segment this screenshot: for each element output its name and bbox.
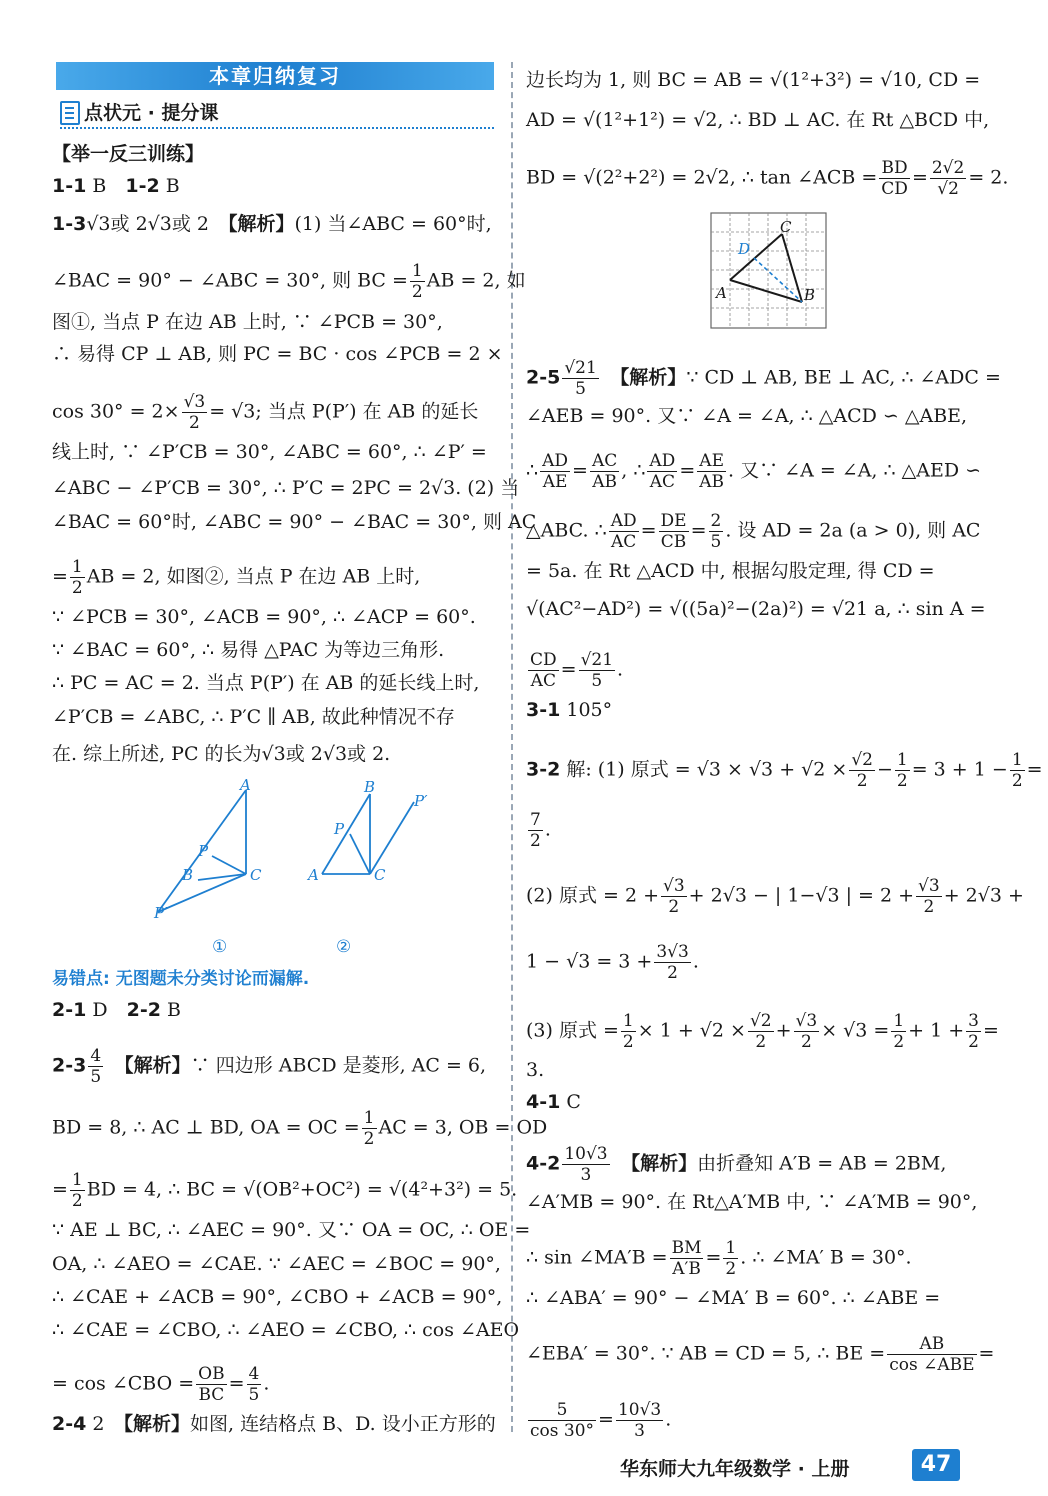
text-line: $\frac{5}{\cos 30^\circ}$ = $\frac{10√3}{3}$ .	[530, 1400, 672, 1441]
text-line: ∴ 易得 CP ⊥ AB, 则 PC = BC · cos ∠PCB = 2 ×	[52, 343, 503, 365]
answer-1-1: 1-1 B 1-2 B	[52, 175, 180, 197]
text-line: ∠ABC − ∠P′CB = 30°, ∴ P′C = 2PC = 2√3. (2) 当	[52, 477, 520, 499]
fraction: $\frac{AE}{AB}$	[699, 451, 725, 492]
fraction: $\frac{DE}{CB}$	[660, 511, 687, 552]
grid-border	[711, 213, 826, 328]
segment-pc	[350, 834, 370, 874]
text-line: 3.	[526, 1059, 545, 1081]
text-line: ∠BAC = 60°时, ∠ABC = 90° − ∠BAC = 30°, 则 AC	[52, 511, 537, 533]
text-line: 1 − √3 = 3 + $\frac{3√3}{2}$ .	[526, 942, 699, 983]
fraction: $\frac{3√3}{2}$	[656, 942, 689, 983]
label-p: P	[198, 842, 209, 860]
fraction: $\frac{10√3}{3}$	[617, 1400, 662, 1441]
fraction: $\frac{1}{2}$	[363, 1108, 375, 1149]
fraction: $\frac{BM}{A'B}$	[671, 1238, 702, 1279]
label-p-prime: P′	[414, 792, 428, 810]
fraction: $\frac{AD}{AC}$	[649, 451, 676, 492]
text-line: ∵ AE ⊥ BC, ∴ ∠AEC = 90°. 又∵ OA = OC, ∴ OE =	[52, 1219, 531, 1241]
text-line: 在. 综上所述, PC 的长为√3或 2√3或 2.	[52, 743, 391, 765]
fraction: $\frac{1}{2}$	[622, 1011, 634, 1052]
fraction: $\frac{√3}{2}$	[918, 876, 940, 917]
text-line: $\frac{CD}{AC}$ = $\frac{√21}{5}$ .	[530, 650, 624, 691]
fraction: $\frac{1}{2}$	[71, 557, 83, 598]
answer-4-2: 4-2 $\frac{10√3}{3}$ 【解析】由折叠知 A′B = AB = 2BM,	[526, 1144, 947, 1185]
fraction: $\frac{1}{2}$	[896, 750, 908, 791]
label-b: B	[182, 866, 194, 884]
section-subtitle: 点状元 · 提分课	[84, 102, 219, 124]
fraction: $\frac{1}{2}$	[1011, 750, 1023, 791]
text-line: △ABC. ∴ $\frac{AD}{AC}$ = $\frac{DE}{CB}$ = $\frac{2}{5}$ . 设 AD = 2a (a > 0), 则 AC	[526, 511, 981, 552]
text-line: ∴ $\frac{AD}{AE}$ = $\frac{AC}{AB}$ , ∴ $\frac{AD}{AC}$ = $\frac{AE}{AB}$ . 又∵ ∠A = ∠A, ∴ △AED ∽	[526, 451, 982, 492]
segment-ab	[322, 794, 370, 874]
text-line: (2) 原式 = 2 + $\frac{√3}{2}$ + 2√3 − | 1−√3 | = 2 + $\frac{√3}{2}$ + 2√3 +	[526, 876, 1024, 917]
text-line: ∠AEB = 90°. 又∵ ∠A = ∠A, ∴ △ACD ∽ △ABE,	[526, 405, 968, 427]
text-line: cos 30° = 2× $\frac{√3}{2}$ = √3; 当点 P(P′) 在 AB 的延长	[52, 392, 479, 433]
text-line: = cos ∠CBO = $\frac{OB}{BC}$ = $\frac{4}{5}$ .	[52, 1364, 270, 1405]
label-c: C	[780, 218, 792, 236]
label-b: B	[804, 286, 816, 304]
fraction: $\frac{CD}{AC}$	[530, 650, 557, 691]
label-b: B	[364, 778, 376, 796]
page-number: 47	[912, 1449, 960, 1481]
figure-2-caption: ②	[336, 937, 352, 957]
text-line: (3) 原式 = $\frac{1}{2}$ × 1 + √2 × $\frac{√2}{2}$ + $\frac{√3}{2}$ × √3 = $\frac{1}{2}$ + 1 + $\frac{3}{2}$ =	[526, 1011, 999, 1052]
text-line: ∴ PC = AC = 2. 当点 P(P′) 在 AB 的延长线上时,	[52, 672, 480, 694]
text-line: ∠BAC = 90° − ∠ABC = 30°, 则 BC = $\frac{1}{2}$ AB = 2, 如	[52, 261, 526, 302]
fraction: $\frac{4}{5}$	[90, 1046, 102, 1087]
fraction: $\frac{AD}{AE}$	[542, 451, 569, 492]
common-mistake-note: 易错点: 无图题未分类讨论而漏解.	[52, 969, 310, 989]
text-line: ∵ ∠BAC = 60°, ∴ 易得 △PAC 为等边三角形.	[52, 639, 445, 661]
fraction: $\frac{10√3}{3}$	[564, 1144, 608, 1185]
figure-1-caption: ①	[212, 937, 228, 957]
answer-2-5: 2-5 $\frac{√21}{5}$ 【解析】∵ CD ⊥ AB, BE ⊥ AC, ∴ ∠ADC =	[526, 358, 1001, 399]
text-line: OA, ∴ ∠AEO = ∠CAE. ∵ ∠AEC = ∠BOC = 90°,	[52, 1253, 501, 1275]
text-line: ∴ ∠CAE = ∠CBO, ∴ ∠AEO = ∠CBO, ∴ cos ∠AEO	[52, 1319, 520, 1341]
segment-c-p-prime	[370, 802, 414, 874]
fraction: $\frac{3}{2}$	[968, 1011, 979, 1052]
answer-3-2: 3-2 解: (1) 原式 = √3 × √3 + √2 × $\frac{√2}{2}$ − $\frac{1}{2}$ = 3 + 1 − $\frac{1}{2}$ =	[526, 750, 1043, 791]
triangle-figures	[150, 776, 440, 961]
fraction: $\frac{1}{2}$	[725, 1238, 737, 1279]
answer-2-1: 2-1 D 2-2 B	[52, 999, 181, 1021]
grid-lines	[711, 213, 826, 328]
chapter-review-banner: 本章归纳复习	[56, 62, 494, 90]
subtitle-divider	[60, 127, 494, 129]
text-line: 图①, 当点 P 在边 AB 上时, ∵ ∠PCB = 30°,	[52, 311, 443, 333]
text-line: ∴ ∠ABA′ = 90° − ∠MA′ B = 60°. ∴ ∠ABE =	[526, 1287, 941, 1309]
fraction: $\frac{AD}{AC}$	[610, 511, 637, 552]
text-line: ∠EBA′ = 30°. ∵ AB = CD = 5, ∴ BE = $\frac{AB}{\text{cos ∠ABE}}$ =	[526, 1334, 995, 1375]
text-line: ∴ sin ∠MA′B = $\frac{BM}{A'B}$ = $\frac{1}{2}$ . ∴ ∠MA′ B = 30°.	[526, 1238, 912, 1279]
fraction: $\frac{√2}{2}$	[749, 1011, 772, 1052]
answer-1-3: 1-3√3或 2√3或 2 【解析】(1) 当∠ABC = 60°时,	[52, 213, 492, 235]
text-line: BD = √(2²+2²) = 2√2, ∴ tan ∠ACB = $\frac{BD}{CD}$ = $\frac{2√2}{√2}$ = 2.	[526, 158, 1009, 199]
answer-2-4: 2-4 2 【解析】如图, 连结格点 B、D. 设小正方形的	[52, 1413, 496, 1435]
fraction: $\frac{OB}{BC}$	[198, 1364, 225, 1405]
grid-triangle-figure	[710, 212, 828, 330]
note-icon	[60, 101, 80, 125]
text-line: ∴ ∠CAE + ∠ACB = 90°, ∠CBO + ∠ACB = 90°,	[52, 1286, 503, 1308]
fraction: $\frac{1}{2}$	[411, 261, 423, 302]
label-d: D	[738, 240, 751, 258]
text-line: = $\frac{1}{2}$ BD = 4, ∴ BC = √(OB²+OC²) = √(4²+3²) = 5.	[52, 1170, 518, 1211]
text-line: 线上时, ∵ ∠P′CB = 30°, ∠ABC = 60°, ∴ ∠P′ =	[52, 441, 487, 463]
fraction: $\frac{2√2}{√2}$	[931, 158, 965, 199]
fraction: $\frac{√2}{2}$	[851, 750, 873, 791]
text-line: AD = √(1²+1²) = √2, ∴ BD ⊥ AC. 在 Rt △BCD 中,	[526, 109, 990, 131]
label-c: C	[374, 866, 386, 884]
label-p-prime: P′	[154, 904, 168, 922]
label-a: A	[308, 866, 319, 884]
label-a: A	[240, 776, 251, 794]
text-line: = $\frac{1}{2}$ AB = 2, 如图②, 当点 P 在边 AB 上时,	[52, 557, 421, 598]
text-line: ∵ ∠PCB = 30°, ∠ACB = 90°, ∴ ∠ACP = 60°.	[52, 606, 476, 628]
text-line: BD = 8, ∴ AC ⊥ BD, OA = OC = $\frac{1}{2}$ AC = 3, OB = OD	[52, 1108, 548, 1149]
answer-2-3: 2-3 $\frac{4}{5}$ 【解析】∵ 四边形 ABCD 是菱形, AC = 6,	[52, 1046, 487, 1087]
fraction: $\frac{1}{2}$	[893, 1011, 905, 1052]
answer-4-1: 4-1 C	[526, 1091, 581, 1113]
text-line: = 5a. 在 Rt △ACD 中, 根据勾股定理, 得 CD =	[526, 560, 935, 582]
fraction: $\frac{BD}{CD}$	[881, 158, 908, 199]
text-line: 边长均为 1, 则 BC = AB = √(1²+3²) = √10, CD =	[526, 69, 981, 91]
fraction: $\frac{AC}{AB}$	[591, 451, 618, 492]
label-a: A	[716, 284, 727, 302]
book-title: 华东师大九年级数学 · 上册	[620, 1458, 850, 1480]
text-line: ∠P′CB = ∠ABC, ∴ P′C ∥ AB, 故此种情况不存	[52, 706, 455, 728]
fraction: $\frac{7}{2}$	[530, 810, 541, 851]
answer-3-1: 3-1 105°	[526, 699, 613, 721]
fraction: $\frac{√21}{5}$	[564, 358, 597, 399]
label-p: P	[334, 820, 345, 838]
fraction: $\frac{√3}{2}$	[183, 392, 206, 433]
text-line: $\frac{7}{2}$ .	[530, 810, 551, 851]
fraction: $\frac{4}{5}$	[248, 1364, 260, 1405]
segment-pc	[212, 856, 246, 874]
fraction: $\frac{√3}{2}$	[795, 1011, 818, 1052]
fraction: $\frac{1}{2}$	[71, 1170, 83, 1211]
text-line: √(AC²−AD²) = √((5a)²−(2a)²) = √21 a, ∴ sin A =	[526, 598, 986, 620]
text-line: ∠A′MB = 90°. 在 Rt△A′MB 中, ∵ ∠A′MB = 90°,	[526, 1191, 978, 1213]
fraction: $\frac{2}{5}$	[710, 511, 722, 552]
label-c: C	[250, 866, 262, 884]
fraction: $\frac{√3}{2}$	[663, 876, 685, 917]
fraction: $\frac{AB}{\text{cos ∠ABE}}$	[889, 1334, 975, 1375]
fraction: $\frac{√21}{5}$	[580, 650, 614, 691]
fraction: $\frac{5}{\cos 30^\circ}$	[530, 1400, 595, 1441]
training-heading: 【举一反三训练】	[52, 143, 205, 165]
